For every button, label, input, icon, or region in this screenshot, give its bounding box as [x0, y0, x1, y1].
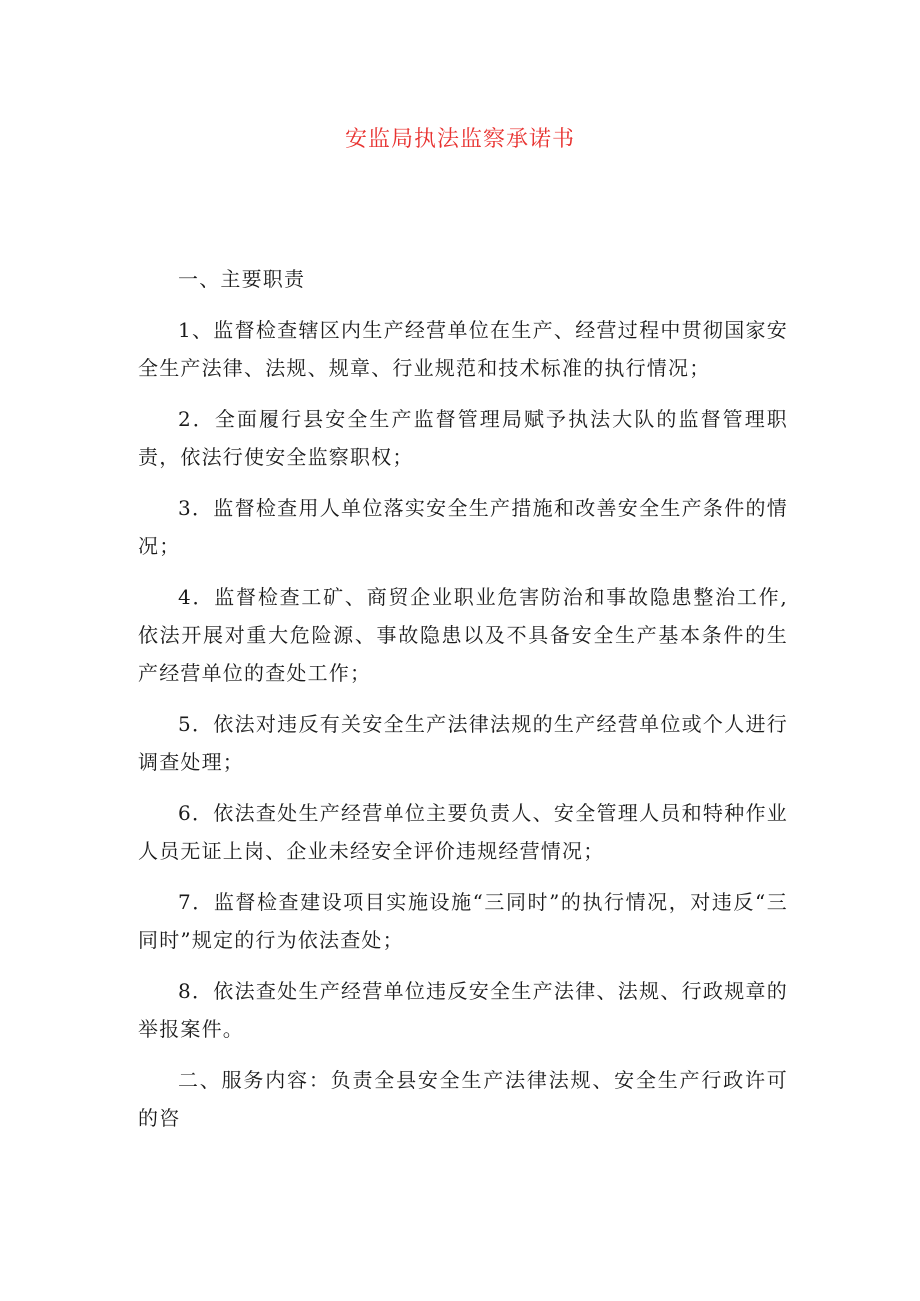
duty-item-8: 8．依法查处生产经营单位违反安全生产法律、法规、行政规章的举报案件。 [138, 979, 788, 1041]
duty-item-4: 4．监督检查工矿、商贸企业职业危害防治和事故隐患整治工作,依法开展对重大危险源、事故隐患以及不具备安全生产基本条件的生产经营单位的查处工作； [138, 585, 788, 685]
document-body [138, 260, 788, 1150]
duty-item-5: 5．依法对违反有关安全生产法律法规的生产经营单位或个人进行调查处理； [138, 712, 788, 774]
duty-item-6: 6．依法查处生产经营单位主要负责人、安全管理人员和特种作业人员无证上岗、企业未经安全评价违规经营情况； [138, 801, 788, 863]
document-title: 安监局执法监察承诺书 [344, 127, 575, 152]
duty-item-7: 7．监督检查建设项目实施设施“三同时”的执行情况，对违反“三同时”规定的行为依法查处； [138, 890, 788, 952]
section-heading-duties: 一、主要职责 [178, 267, 306, 291]
duty-item-3: 3．监督检查用人单位落实安全生产措施和改善安全生产条件的情况； [138, 496, 788, 558]
duty-item-2: 2．全面履行县安全生产监督管理局赋予执法大队的监督管理职责，依法行使安全监察职权； [138, 407, 788, 469]
section-heading-services: 二、服务内容：负责全县安全生产法律法规、安全生产行政许可的咨 [138, 1068, 788, 1130]
duty-item-1: 1、监督检查辖区内生产经营单位在生产、经营过程中贯彻国家安全生产法律、法规、规章、行业规范和技术标准的执行情况； [138, 318, 788, 380]
